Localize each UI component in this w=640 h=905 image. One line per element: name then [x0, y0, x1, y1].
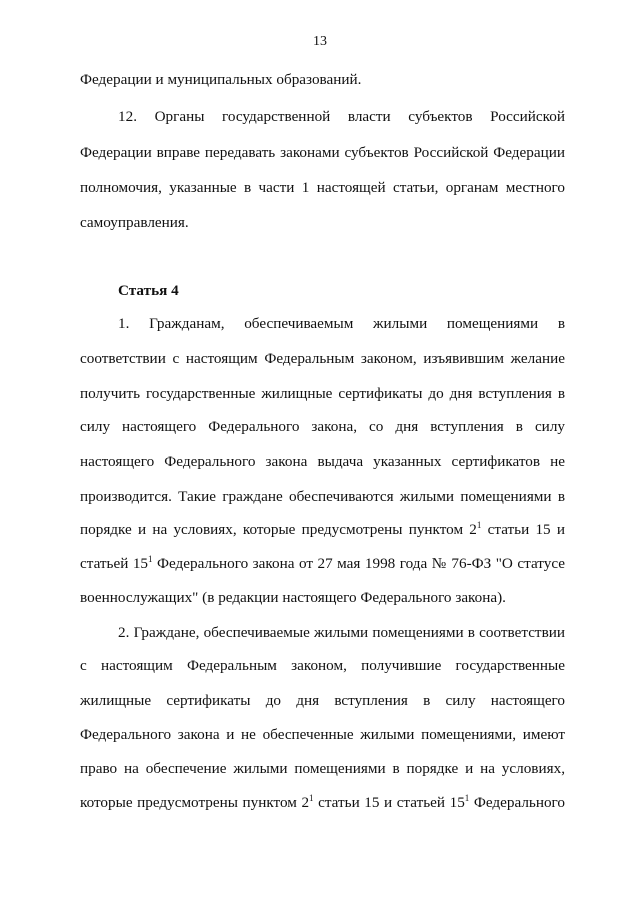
- text-fragment: статьи 15 и: [481, 521, 566, 538]
- superscript: 1: [476, 520, 482, 530]
- text-fragment: Федерального закона от 27 мая 1998 года № 76-ФЗ "О статусе: [152, 555, 565, 572]
- text-line: 1. Гражданам, обеспечиваемым жилыми помещениями в: [118, 315, 565, 332]
- text-fragment: порядке и на условиях, которые предусмотрены пунктом 2: [80, 521, 477, 538]
- text-line: производится. Такие граждане обеспечиваются жилыми помещениями в: [80, 488, 565, 505]
- text-line: Федерации и муниципальных образований.: [80, 71, 362, 88]
- text-line: с настоящим Федеральным законом, получившие государственные: [80, 657, 565, 674]
- text-line: право на обеспечение жилыми помещениями в порядке и на условиях,: [80, 760, 565, 777]
- text-fragment: которые предусмотрены пунктом 2: [80, 794, 310, 811]
- text-line: настоящего Федерального закона выдача указанных сертификатов не: [80, 453, 565, 470]
- text-line: Федерации вправе передавать законами субъектов Российской Федерации: [80, 144, 565, 161]
- text-fragment: статьей 15: [80, 555, 149, 572]
- text-line: 12. Органы государственной власти субъектов Российской: [118, 108, 565, 125]
- text-line: полномочия, указанные в части 1 настоящей статьи, органам местного: [80, 179, 565, 196]
- text-line: силу настоящего Федерального закона, со дня вступления в силу: [80, 418, 565, 435]
- page-number: 13: [313, 34, 327, 49]
- text-line: военнослужащих" (в редакции настоящего Федерального закона).: [80, 589, 506, 606]
- text-line: соответствии с настоящим Федеральным законом, изъявившим желание: [80, 350, 565, 367]
- text-line: [80, 554, 565, 574]
- text-line: получить государственные жилищные сертификаты до дня вступления в: [80, 385, 565, 402]
- text-line: Федерального закона и не обеспеченные жилыми помещениями, имеют: [80, 726, 565, 743]
- text-fragment: Федерального: [469, 794, 566, 811]
- text-line: самоуправления.: [80, 214, 189, 231]
- superscript: 1: [309, 793, 314, 803]
- superscript: 1: [464, 793, 470, 803]
- text-line: 2. Граждане, обеспечиваемые жилыми помещениями в соответствии: [118, 624, 565, 641]
- text-line: жилищные сертификаты до дня вступления в силу настоящего: [80, 692, 565, 709]
- superscript: 1: [148, 554, 153, 564]
- text-line: [80, 520, 565, 540]
- text-line: [80, 793, 565, 813]
- article-heading: Статья 4: [118, 282, 179, 299]
- text-fragment: статьи 15 и статьей 15: [313, 794, 465, 811]
